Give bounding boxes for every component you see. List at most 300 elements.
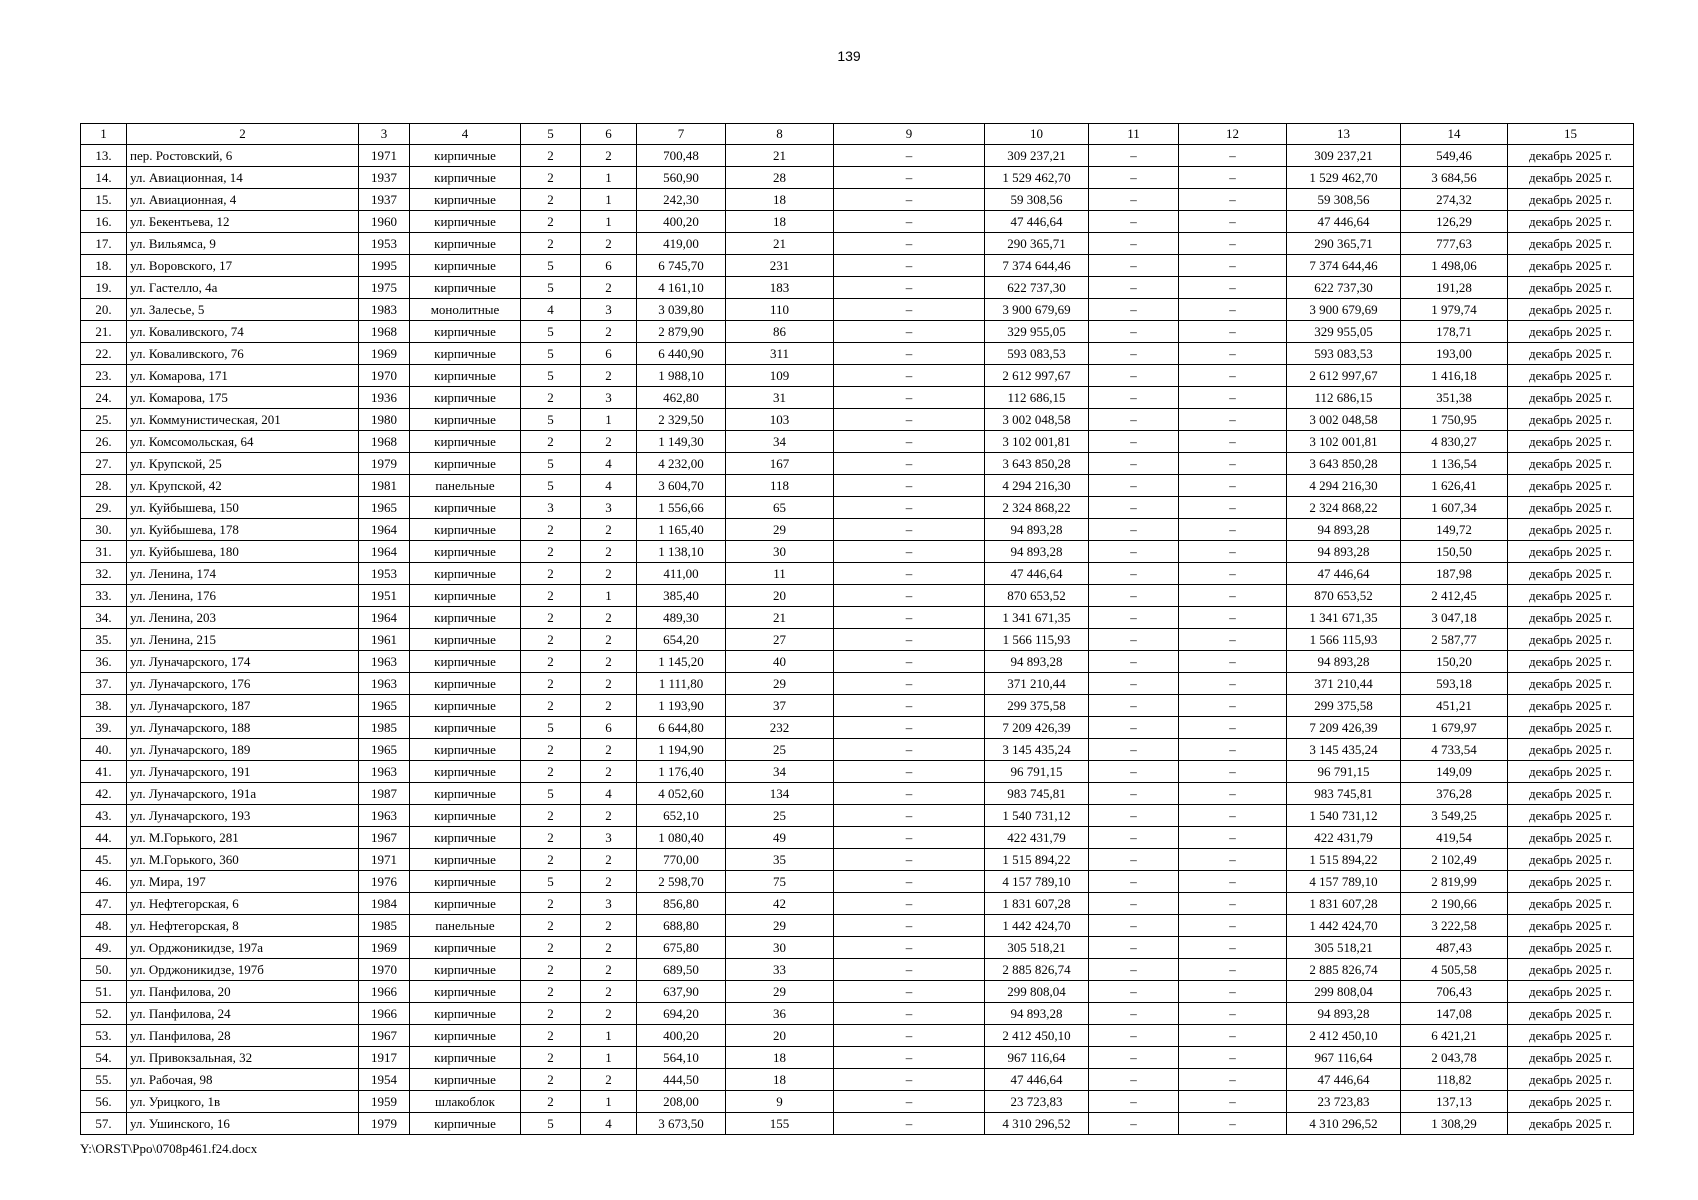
table-cell: 2 [521, 563, 581, 585]
table-cell: декабрь 2025 г. [1508, 981, 1634, 1003]
table-cell: 2 329,50 [637, 409, 726, 431]
table-cell: 1937 [359, 167, 410, 189]
table-cell: 1 442 424,70 [985, 915, 1089, 937]
table-cell: 1 [581, 1091, 637, 1113]
table-row [81, 959, 1634, 981]
address-cell: ул. Коммунистическая, 201 [127, 409, 359, 431]
table-cell: 18 [726, 1047, 834, 1069]
address-cell: ул. Луначарского, 193 [127, 805, 359, 827]
table-cell: 2 [521, 805, 581, 827]
table-cell: – [1179, 849, 1287, 871]
address-cell: ул. Луначарского, 176 [127, 673, 359, 695]
table-row [81, 629, 1634, 651]
table-cell: – [1089, 497, 1179, 519]
table-cell: 94 893,28 [985, 519, 1089, 541]
table-cell: – [1089, 629, 1179, 651]
page-number: 139 [837, 48, 861, 64]
table-cell: 7 209 426,39 [1287, 717, 1401, 739]
table-cell: 1985 [359, 717, 410, 739]
table-cell: 5 [521, 453, 581, 475]
table-row [81, 783, 1634, 805]
table-cell: 2 [581, 805, 637, 827]
table-cell: – [1179, 651, 1287, 673]
table-row [81, 497, 1634, 519]
table-cell: декабрь 2025 г. [1508, 761, 1634, 783]
table-cell: 3 673,50 [637, 1113, 726, 1135]
address-cell: ул. Панфилова, 20 [127, 981, 359, 1003]
table-row [81, 1113, 1634, 1135]
table-cell: – [1089, 299, 1179, 321]
table-cell: – [834, 1003, 985, 1025]
table-cell: – [1179, 365, 1287, 387]
table-cell: 5 [521, 365, 581, 387]
table-cell: 329 955,05 [985, 321, 1089, 343]
table-cell: 47 446,64 [985, 211, 1089, 233]
table-cell: 109 [726, 365, 834, 387]
table-cell: 40 [726, 651, 834, 673]
table-cell: – [1089, 739, 1179, 761]
table-cell: 1967 [359, 1025, 410, 1047]
table-cell: – [834, 585, 985, 607]
table-row [81, 717, 1634, 739]
table-cell: 43. [81, 805, 127, 827]
table-cell: декабрь 2025 г. [1508, 1003, 1634, 1025]
table-cell: 2 [521, 1091, 581, 1113]
table-cell: 5 [521, 409, 581, 431]
table-cell: 688,80 [637, 915, 726, 937]
table-cell: – [1089, 541, 1179, 563]
table-cell: панельные [410, 915, 521, 937]
table-row [81, 475, 1634, 497]
table-row [81, 321, 1634, 343]
table-cell: – [1179, 431, 1287, 453]
table-cell: 1951 [359, 585, 410, 607]
table-cell: 4 [581, 475, 637, 497]
table-cell: 33 [726, 959, 834, 981]
table-cell: 1 145,20 [637, 651, 726, 673]
table-cell: – [1179, 541, 1287, 563]
table-cell: 3 [521, 497, 581, 519]
table-cell: 1 566 115,93 [1287, 629, 1401, 651]
table-cell: – [834, 893, 985, 915]
table-cell: 75 [726, 871, 834, 893]
table-cell: 110 [726, 299, 834, 321]
table-cell: 21 [726, 233, 834, 255]
table-cell: кирпичные [410, 629, 521, 651]
table-cell: – [1179, 629, 1287, 651]
table-cell: 967 116,64 [985, 1047, 1089, 1069]
table-cell: – [1179, 673, 1287, 695]
table-cell: 2 [581, 651, 637, 673]
table-cell: 94 893,28 [985, 541, 1089, 563]
table-cell: – [1089, 453, 1179, 475]
address-cell: ул. Луначарского, 174 [127, 651, 359, 673]
table-cell: 444,50 [637, 1069, 726, 1091]
table-cell: 1 341 671,35 [985, 607, 1089, 629]
address-cell: ул. Ушинского, 16 [127, 1113, 359, 1135]
table-cell: 1 442 424,70 [1287, 915, 1401, 937]
table-cell: 47. [81, 893, 127, 915]
table-cell: 2 [521, 673, 581, 695]
table-cell: 137,13 [1401, 1091, 1508, 1113]
table-cell: 1963 [359, 651, 410, 673]
table-cell: – [1089, 673, 1179, 695]
table-cell: 2 [581, 431, 637, 453]
table-cell: декабрь 2025 г. [1508, 189, 1634, 211]
table-cell: – [1089, 871, 1179, 893]
table-cell: – [1179, 783, 1287, 805]
table-cell: 17. [81, 233, 127, 255]
table-cell: 3 684,56 [1401, 167, 1508, 189]
table-cell: 103 [726, 409, 834, 431]
table-cell: 2 [521, 981, 581, 1003]
table-cell: 4 294 216,30 [1287, 475, 1401, 497]
table-cell: кирпичные [410, 695, 521, 717]
table-cell: 2 043,78 [1401, 1047, 1508, 1069]
table-cell: 30 [726, 937, 834, 959]
table-cell: 1 341 671,35 [1287, 607, 1401, 629]
table-cell: 1 416,18 [1401, 365, 1508, 387]
table-cell: 2 [581, 563, 637, 585]
table-cell: 371 210,44 [985, 673, 1089, 695]
table-cell: 56. [81, 1091, 127, 1113]
table-cell: 4 294 216,30 [985, 475, 1089, 497]
table-cell: 25. [81, 409, 127, 431]
table-cell: – [1179, 585, 1287, 607]
table-cell: 2 [521, 1003, 581, 1025]
table-cell: 1917 [359, 1047, 410, 1069]
table-cell: 4 052,60 [637, 783, 726, 805]
table-cell: 1 529 462,70 [985, 167, 1089, 189]
table-cell: – [834, 739, 985, 761]
table-row [81, 211, 1634, 233]
table-cell: 419,00 [637, 233, 726, 255]
table-cell: 1 [581, 1047, 637, 1069]
table-cell: 112 686,15 [985, 387, 1089, 409]
table-cell: 2 [581, 761, 637, 783]
table-cell: – [1179, 981, 1287, 1003]
address-cell: ул. Мира, 197 [127, 871, 359, 893]
table-cell: – [1179, 563, 1287, 585]
table-cell: – [834, 365, 985, 387]
table-cell: 1983 [359, 299, 410, 321]
table-cell: 47 446,64 [985, 563, 1089, 585]
table-cell: 1979 [359, 453, 410, 475]
table-cell: 770,00 [637, 849, 726, 871]
table-cell: кирпичные [410, 211, 521, 233]
table-cell: – [1089, 431, 1179, 453]
table-cell: – [1179, 497, 1287, 519]
table-cell: 1 607,34 [1401, 497, 1508, 519]
table-cell: 36 [726, 1003, 834, 1025]
table-cell: декабрь 2025 г. [1508, 585, 1634, 607]
table-cell: 1 111,80 [637, 673, 726, 695]
table-cell: 28 [726, 167, 834, 189]
table-cell: – [834, 519, 985, 541]
table-cell: 2 [521, 761, 581, 783]
table-cell: 2 [581, 1069, 637, 1091]
table-cell: 29 [726, 981, 834, 1003]
table-cell: кирпичные [410, 585, 521, 607]
table-cell: – [1089, 695, 1179, 717]
address-cell: ул. Ленина, 203 [127, 607, 359, 629]
table-cell: 1975 [359, 277, 410, 299]
table-cell: 149,72 [1401, 519, 1508, 541]
table-cell: 1959 [359, 1091, 410, 1113]
table-cell: 41. [81, 761, 127, 783]
table-cell: 1960 [359, 211, 410, 233]
table-cell: 489,30 [637, 607, 726, 629]
table-cell: 1971 [359, 145, 410, 167]
table-cell: – [1179, 277, 1287, 299]
table-cell: 3 039,80 [637, 299, 726, 321]
table-cell: 1 540 731,12 [985, 805, 1089, 827]
table-cell: 1964 [359, 541, 410, 563]
column-number-cell: 13 [1287, 124, 1401, 145]
table-cell: – [1179, 871, 1287, 893]
table-cell: 19. [81, 277, 127, 299]
table-row [81, 607, 1634, 629]
table-cell: кирпичные [410, 497, 521, 519]
table-cell: 400,20 [637, 1025, 726, 1047]
table-cell: – [1179, 893, 1287, 915]
table-cell: 5 [521, 783, 581, 805]
table-cell: 4 733,54 [1401, 739, 1508, 761]
table-cell: 231 [726, 255, 834, 277]
table-cell: 1 [581, 167, 637, 189]
table-cell: 689,50 [637, 959, 726, 981]
table-cell: 451,21 [1401, 695, 1508, 717]
address-cell: ул. Куйбышева, 180 [127, 541, 359, 563]
table-cell: декабрь 2025 г. [1508, 321, 1634, 343]
table-row [81, 453, 1634, 475]
table-cell: 5 [521, 717, 581, 739]
table-cell: – [1089, 783, 1179, 805]
table-cell: 3 549,25 [1401, 805, 1508, 827]
table-cell: 94 893,28 [1287, 541, 1401, 563]
table-cell: 4 [521, 299, 581, 321]
table-cell: 1964 [359, 519, 410, 541]
table-cell: 29 [726, 519, 834, 541]
table-cell: 2 598,70 [637, 871, 726, 893]
table-cell: 2 612 997,67 [1287, 365, 1401, 387]
table-cell: декабрь 2025 г. [1508, 1091, 1634, 1113]
table-cell: 2 [521, 629, 581, 651]
table-cell: 178,71 [1401, 321, 1508, 343]
table-cell: 1936 [359, 387, 410, 409]
table-cell: 2 [581, 233, 637, 255]
table-cell: 47 446,64 [1287, 211, 1401, 233]
table-cell: 2 [521, 849, 581, 871]
table-cell: 20 [726, 585, 834, 607]
table-cell: – [1179, 343, 1287, 365]
table-cell: декабрь 2025 г. [1508, 959, 1634, 981]
table-cell: декабрь 2025 г. [1508, 409, 1634, 431]
table-cell: 193,00 [1401, 343, 1508, 365]
table-cell: 31 [726, 387, 834, 409]
table-cell: 2 [581, 695, 637, 717]
table-cell: 305 518,21 [1287, 937, 1401, 959]
table-cell: 2 102,49 [1401, 849, 1508, 871]
table-cell: – [834, 629, 985, 651]
column-number-cell: 11 [1089, 124, 1179, 145]
address-cell: ул. Привокзальная, 32 [127, 1047, 359, 1069]
table-cell: 305 518,21 [985, 937, 1089, 959]
table-cell: декабрь 2025 г. [1508, 673, 1634, 695]
table-cell: – [1179, 761, 1287, 783]
table-cell: 47 446,64 [985, 1069, 1089, 1091]
table-cell: 34. [81, 607, 127, 629]
table-cell: 50. [81, 959, 127, 981]
table-cell: кирпичные [410, 783, 521, 805]
table-cell: 1 556,66 [637, 497, 726, 519]
table-cell: 1937 [359, 189, 410, 211]
table-cell: – [1089, 1069, 1179, 1091]
table-cell: – [1179, 409, 1287, 431]
address-cell: ул. Орджоникидзе, 197б [127, 959, 359, 981]
table-cell: декабрь 2025 г. [1508, 607, 1634, 629]
table-row [81, 827, 1634, 849]
table-cell: 94 893,28 [1287, 651, 1401, 673]
table-cell: 2 [521, 915, 581, 937]
table-cell: 622 737,30 [985, 277, 1089, 299]
table-cell: 7 209 426,39 [985, 717, 1089, 739]
table-cell: – [1179, 211, 1287, 233]
table-cell: 385,40 [637, 585, 726, 607]
table-cell: 2 [521, 167, 581, 189]
table-cell: 2 [581, 915, 637, 937]
table-cell: – [834, 981, 985, 1003]
table-cell: 1979 [359, 1113, 410, 1135]
table-cell: 208,00 [637, 1091, 726, 1113]
table-cell: – [834, 805, 985, 827]
table-row [81, 541, 1634, 563]
table-cell: – [1089, 915, 1179, 937]
table-cell: – [1089, 387, 1179, 409]
table-cell: декабрь 2025 г. [1508, 211, 1634, 233]
table-cell: – [1089, 211, 1179, 233]
table-cell: 351,38 [1401, 387, 1508, 409]
table-cell: декабрь 2025 г. [1508, 651, 1634, 673]
column-number-cell: 8 [726, 124, 834, 145]
table-cell: 20. [81, 299, 127, 321]
table-cell: 329 955,05 [1287, 321, 1401, 343]
table-cell: 3 145 435,24 [985, 739, 1089, 761]
table-row [81, 365, 1634, 387]
table-cell: – [1179, 1003, 1287, 1025]
column-number-cell: 15 [1508, 124, 1634, 145]
table-cell: – [1179, 475, 1287, 497]
table-cell: 26. [81, 431, 127, 453]
address-cell: ул. Ленина, 176 [127, 585, 359, 607]
table-cell: – [834, 959, 985, 981]
table-cell: – [1089, 365, 1179, 387]
address-cell: ул. Коваливского, 74 [127, 321, 359, 343]
table-cell: 2 412,45 [1401, 585, 1508, 607]
table-cell: 1987 [359, 783, 410, 805]
table-row [81, 431, 1634, 453]
table-cell: 2 [521, 1025, 581, 1047]
address-cell: ул. Луначарского, 187 [127, 695, 359, 717]
table-cell: 1 979,74 [1401, 299, 1508, 321]
table-cell: 1970 [359, 365, 410, 387]
table-row [81, 519, 1634, 541]
table-cell: 2 [521, 1047, 581, 1069]
table-cell: 1 165,40 [637, 519, 726, 541]
address-cell: ул. М.Горького, 281 [127, 827, 359, 849]
table-cell: – [1089, 343, 1179, 365]
table-cell: 48. [81, 915, 127, 937]
table-cell: 4 157 789,10 [985, 871, 1089, 893]
table-cell: – [1089, 145, 1179, 167]
table-cell: 150,50 [1401, 541, 1508, 563]
table-cell: 7 374 644,46 [985, 255, 1089, 277]
table-cell: 2 [521, 541, 581, 563]
table-cell: 2 [581, 145, 637, 167]
table-cell: 5 [521, 1113, 581, 1135]
address-cell: ул. Луначарского, 191а [127, 783, 359, 805]
table-cell: 3 604,70 [637, 475, 726, 497]
table-cell: – [834, 1047, 985, 1069]
table-cell: 1963 [359, 673, 410, 695]
table-cell: 1967 [359, 827, 410, 849]
table-cell: 2 879,90 [637, 321, 726, 343]
table-cell: 311 [726, 343, 834, 365]
table-cell: декабрь 2025 г. [1508, 387, 1634, 409]
table-cell: 5 [521, 255, 581, 277]
address-cell: ул. Крупской, 42 [127, 475, 359, 497]
address-cell: ул. Крупской, 25 [127, 453, 359, 475]
address-cell: ул. Луначарского, 191 [127, 761, 359, 783]
table-cell: – [1179, 189, 1287, 211]
table-cell: 126,29 [1401, 211, 1508, 233]
table-row [81, 277, 1634, 299]
table-cell: кирпичные [410, 563, 521, 585]
table-row [81, 585, 1634, 607]
table-cell: 2 [581, 541, 637, 563]
table-cell: 1965 [359, 695, 410, 717]
address-cell: ул. Панфилова, 24 [127, 1003, 359, 1025]
table-cell: декабрь 2025 г. [1508, 937, 1634, 959]
table-cell: 1953 [359, 563, 410, 585]
table-cell: – [1179, 717, 1287, 739]
table-cell: 5 [521, 277, 581, 299]
table-cell: 593 083,53 [985, 343, 1089, 365]
table-cell: – [834, 541, 985, 563]
table-cell: 59 308,56 [985, 189, 1089, 211]
table-cell: – [834, 1091, 985, 1113]
table-cell: 18. [81, 255, 127, 277]
table-cell: – [1089, 189, 1179, 211]
table-cell: 2 [581, 1003, 637, 1025]
table-cell: – [834, 277, 985, 299]
table-cell: 59 308,56 [1287, 189, 1401, 211]
table-cell: декабрь 2025 г. [1508, 1113, 1634, 1135]
table-cell: – [1179, 1091, 1287, 1113]
table-cell: 2 [521, 893, 581, 915]
table-cell: декабрь 2025 г. [1508, 343, 1634, 365]
table-cell: – [1089, 409, 1179, 431]
table-cell: – [1089, 1091, 1179, 1113]
table-cell: – [1089, 519, 1179, 541]
table-cell: 564,10 [637, 1047, 726, 1069]
table-cell: кирпичные [410, 453, 521, 475]
table-cell: – [1179, 915, 1287, 937]
table-row [81, 1091, 1634, 1113]
table-cell: 35. [81, 629, 127, 651]
table-cell: кирпичные [410, 431, 521, 453]
table-cell: 94 893,28 [985, 1003, 1089, 1025]
